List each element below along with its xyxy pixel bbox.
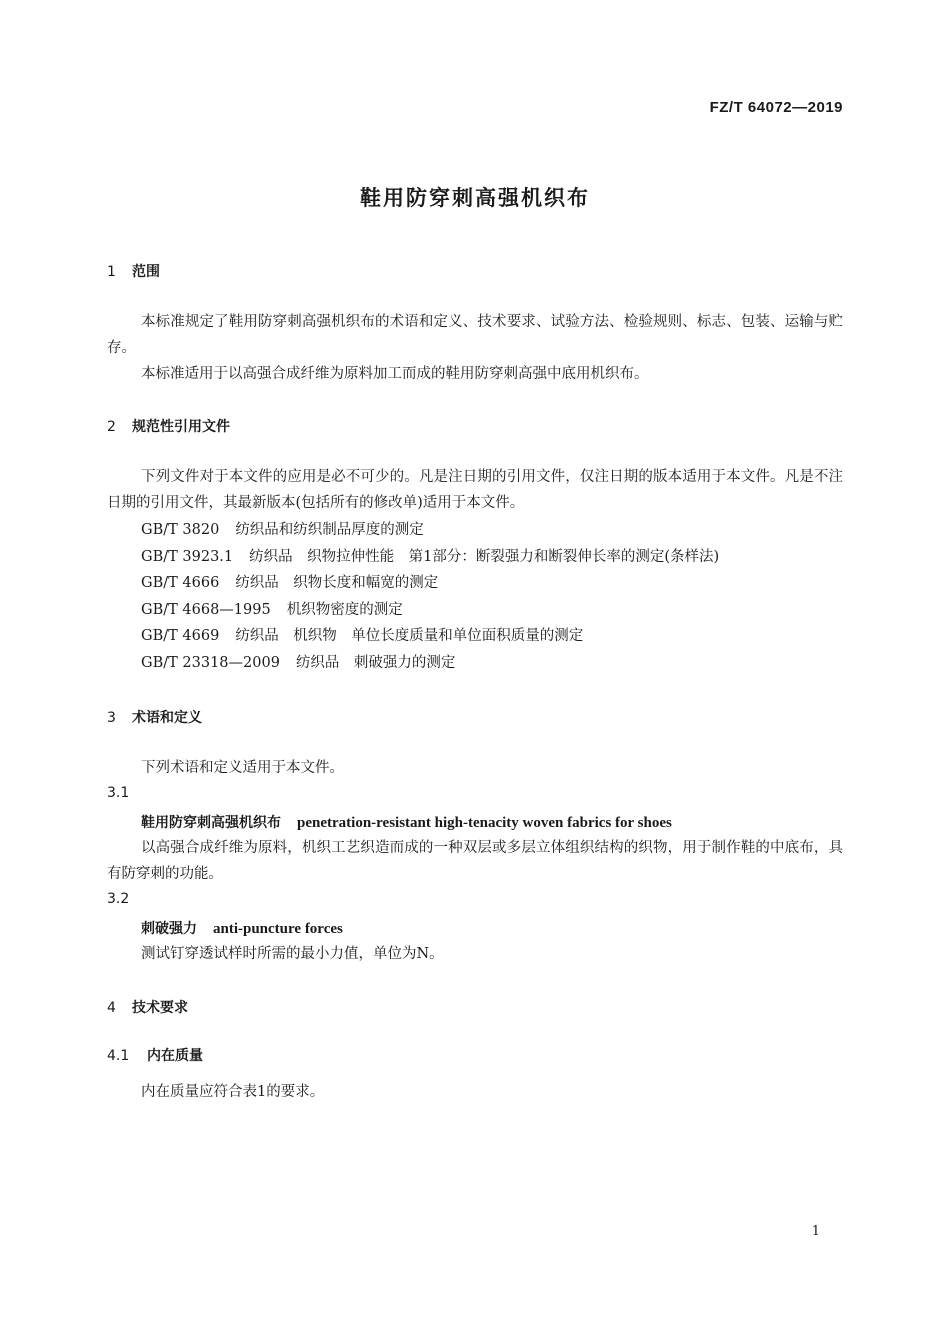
- reference-title: 纺织品 机织物 单位长度质量和单位面积质量的测定: [235, 628, 584, 644]
- reference-item: [141, 597, 403, 623]
- term-chinese: 刺破强力: [141, 921, 197, 937]
- document-title: 鞋用防穿刺高强机织布: [360, 186, 590, 210]
- reference-title: 纺织品 织物拉伸性能 第1部分：断裂强力和断裂伸长率的测定(条样法): [249, 549, 720, 565]
- term-entry: [141, 812, 672, 832]
- term-english: anti-puncture forces: [213, 921, 343, 937]
- term-entry: [141, 918, 343, 938]
- term-definition: 测试钉穿透试样时所需的最小力值，单位为N。: [141, 946, 444, 962]
- subsection-4-1-heading: [107, 1045, 203, 1065]
- reference-code: GB/T 23318—2009: [141, 655, 280, 671]
- section-title: 技术要求: [132, 1000, 188, 1016]
- references-intro: 下列文件对于本文件的应用是必不可少的。凡是注日期的引用文件，仅注日期的版本适用于本文件。凡是不注日期的引用文件，其最新版本(包括所有的修改单)适用于本文件。: [107, 469, 843, 511]
- term-english: penetration-resistant high-tenacity woven fabrics for shoes: [297, 815, 672, 831]
- term-number: 3.2: [107, 891, 130, 907]
- standard-code: FZ/T 64072—2019: [709, 99, 843, 116]
- reference-code: GB/T 4669: [141, 628, 220, 644]
- quality-requirement-text: 内在质量应符合表1的要求。: [141, 1084, 325, 1100]
- section-number: 4: [107, 1000, 116, 1016]
- section-1-heading: [107, 261, 160, 281]
- term-number: 3.1: [107, 785, 130, 801]
- section-4-heading: [107, 997, 188, 1017]
- reference-item: [141, 517, 424, 543]
- reference-item: [141, 623, 583, 649]
- reference-title: 纺织品和纺织制品厚度的测定: [235, 522, 424, 538]
- term-definition: 以高强合成纤维为原料，机织工艺织造而成的一种双层或多层立体组织结构的织物，用于制作鞋的中底布，具有防穿刺的功能。: [107, 840, 843, 882]
- reference-title: 纺织品 刺破强力的测定: [295, 655, 456, 671]
- reference-code: GB/T 4666: [141, 575, 220, 591]
- section-2-heading: [107, 416, 230, 436]
- reference-code: GB/T 4668—1995: [141, 602, 271, 618]
- reference-title: 纺织品 织物长度和幅宽的测定: [235, 575, 439, 591]
- section-title: 规范性引用文件: [132, 419, 230, 435]
- scope-paragraph-2: 本标准适用于以高强合成纤维为原料加工而成的鞋用防穿刺高强中底用机织布。: [141, 366, 649, 382]
- subsection-title: 内在质量: [147, 1048, 203, 1064]
- section-3-heading: [107, 707, 202, 727]
- terms-intro: 下列术语和定义适用于本文件。: [141, 760, 344, 776]
- reference-code: GB/T 3923.1: [141, 549, 234, 565]
- subsection-number: 4.1: [107, 1048, 130, 1064]
- reference-item: [141, 570, 438, 596]
- scope-paragraph-1: 本标准规定了鞋用防穿刺高强机织布的术语和定义、技术要求、试验方法、检验规则、标志、包装、运输与贮存。: [107, 314, 843, 356]
- reference-item: [141, 544, 719, 570]
- term-chinese: 鞋用防穿刺高强机织布: [141, 815, 281, 831]
- reference-code: GB/T 3820: [141, 522, 220, 538]
- reference-item: [141, 650, 455, 676]
- section-title: 术语和定义: [132, 710, 202, 726]
- section-number: 3: [107, 710, 116, 726]
- section-title: 范围: [132, 264, 160, 280]
- section-number: 2: [107, 419, 116, 435]
- section-number: 1: [107, 264, 116, 280]
- page-number: 1: [811, 1224, 820, 1239]
- reference-title: 机织物密度的测定: [286, 602, 403, 618]
